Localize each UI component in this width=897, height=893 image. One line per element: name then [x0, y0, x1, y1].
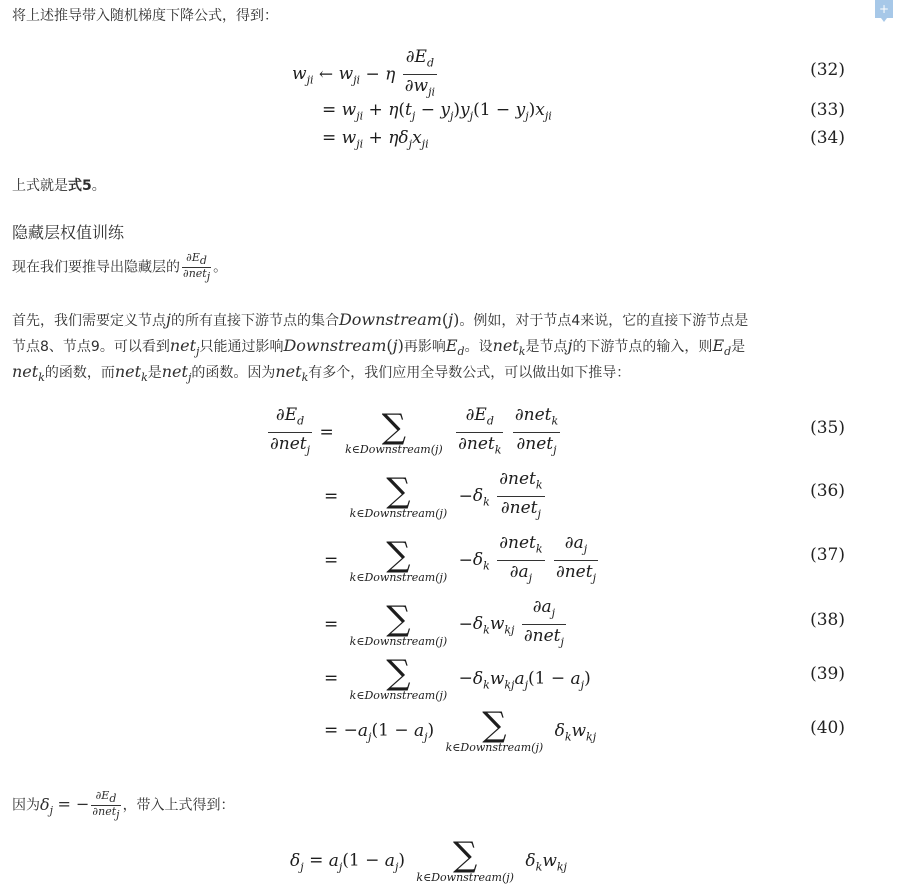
paragraph-line-1: 首先，我们需要定义节点j的所有直接下游节点的集合Downstream(j)。例如，对于节点4来说，它的直接下游节点是: [12, 310, 749, 329]
paragraph-line-3: net$_k$的函数，而net$_k$是net$_j$的函数。因为net$_k$有多个，我们应用全导数公式，可以做出如下推导：: [12, 362, 631, 385]
equation-33: = $w_{ji} + \eta(t_j - y_j)y_j(1 - y_j)x_{ji}$: [322, 100, 552, 123]
equation-number-32: (32): [810, 60, 845, 80]
equation-40: = $-a_j(1 - a_j)$ ∑ k∈Downstream(j) $\delta_kw_{kj}$: [324, 705, 597, 754]
equation-number-36: (36): [810, 481, 845, 501]
delta-definition-line: 因为$\delta_j$ = − $\frac{\partial E_d}{\partial net_j}$ ，带入上式得到：: [12, 789, 235, 822]
equation-36: = ∑ k∈Downstream(j) $-\delta_k$ $\frac{\partial net_k}{\partial net_j}$: [324, 469, 543, 521]
paragraph-line-2: 节点8、节点9。可以看到net$_j$只能通过影响Downstream(j)再影响$E_d$。设net$_k$是节点j的下游节点的输入，则$E_d$是: [12, 336, 746, 359]
equation-38: = ∑ k∈Downstream(j) $-\delta_kw_{kj}$ $\frac{\partial a_j}{\partial net_j}$: [324, 597, 564, 649]
equation-number-39: (39): [810, 664, 845, 684]
intro-paragraph: 将上述推导带入随机梯度下降公式，得到：: [12, 8, 278, 24]
hidden-layer-line: 现在我们要推导出隐藏层的 $\frac{\partial E_d}{\partial net_j}$ 。: [12, 251, 228, 284]
section-heading: 隐藏层权值训练: [12, 223, 125, 242]
equation-35: $\frac{\partial E_d}{\partial net_j}$ = ∑ k∈Downstream(j) $\frac{\partial E_d}{\partial net_k}$ $\frac{\partial net_k}{\partial net_j}$: [270, 405, 559, 457]
equation-number-40: (40): [810, 718, 845, 738]
delta-final-equation: $\delta_j = a_j(1 - a_j)$ ∑ k∈Downstream(j) $\delta_kw_{kj}$: [290, 835, 567, 884]
equation-37: = ∑ k∈Downstream(j) $-\delta_k$ $\frac{\partial net_k}{\partial a_j}$ $\frac{\partial a_j}{\partial net_j}$: [324, 533, 596, 585]
equation-34: = $w_{ji} + \eta\delta_jx_{ji}$: [322, 128, 429, 151]
formula5-line: 上式就是式5。: [12, 178, 106, 194]
equation-number-33: (33): [810, 100, 845, 120]
equation-number-38: (38): [810, 610, 845, 630]
equation-number-35: (35): [810, 418, 845, 438]
equation-32: $w_{ji}$ ← $w_{ji} - \eta$ $\frac{\partial E_d}{\partial w_{ji}}$: [292, 47, 436, 99]
feedback-plus-icon[interactable]: +: [875, 0, 893, 18]
equation-number-37: (37): [810, 545, 845, 565]
equation-number-34: (34): [810, 128, 845, 148]
equation-39: = ∑ k∈Downstream(j) $-\delta_kw_{kj}a_j(1 - a_j)$: [324, 653, 591, 702]
